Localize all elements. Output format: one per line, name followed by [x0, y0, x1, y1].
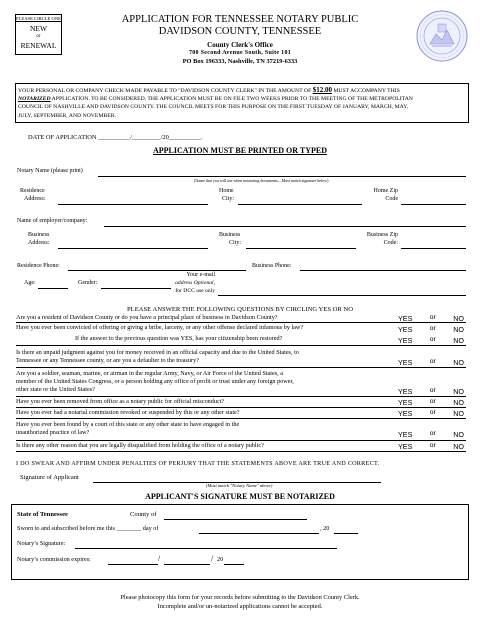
no-option[interactable]: NO: [453, 325, 464, 334]
yes-option[interactable]: YES: [398, 314, 413, 323]
footer-line-1: Please photocopy this form for your records before submitting to the Davidson County Clerk.: [120, 594, 360, 601]
age-label: Age:: [24, 280, 36, 286]
residence-phone-label: Residence Phone:: [17, 263, 60, 269]
home-city-label-2: City:: [222, 196, 235, 202]
signature-note: (Must match "Notary Name" above): [206, 483, 273, 488]
divider: [16, 367, 466, 368]
no-option[interactable]: NO: [453, 409, 464, 418]
notice-text: [18, 86, 468, 120]
yes-option[interactable]: YES: [398, 430, 413, 439]
divider: [16, 451, 466, 452]
gender-label: Gender:: [78, 280, 98, 286]
print-heading: APPLICATION MUST BE PRINTED OR TYPED: [152, 146, 328, 155]
county-seal-icon: [416, 10, 468, 62]
yes-option[interactable]: YES: [398, 358, 413, 367]
sworn-year-label: , 20: [320, 525, 330, 532]
employer-label: Name of employer/company:: [17, 218, 88, 224]
commission-year-line[interactable]: [224, 564, 244, 565]
or-label: or: [429, 314, 436, 321]
residence-label: Residence: [20, 188, 45, 194]
notary-box: [11, 504, 469, 580]
business-zip-label: Business Zip: [366, 232, 398, 238]
notary-name-label: Notary Name (please print): [17, 168, 83, 174]
yes-option[interactable]: YES: [398, 398, 413, 407]
email-label-3: for DCC use only: [175, 288, 215, 294]
no-option[interactable]: NO: [453, 314, 464, 323]
commission-year-label: 20: [217, 556, 224, 563]
or-label: or: [429, 430, 436, 437]
office-street: 700 Second Avenue South, Suite 101: [188, 50, 292, 56]
answer-9[interactable]: [398, 442, 464, 451]
notice-line4: JULY, SEPTEMBER, AND NOVEMBER.: [18, 112, 116, 119]
office-name: County Clerk's Office: [207, 41, 273, 49]
notice-line2: APPLICATION. TO BE CONSIDERED, THE APPLICATION MUST BE ON FILE TWO WEEKS PRIOR TO THE MEETING OF THE METROPOLITAN: [50, 96, 413, 103]
or-label: or: [429, 325, 436, 332]
question-6: Have you ever been removed from office as a notary public for official misconduct?: [16, 398, 225, 405]
home-zip-line[interactable]: [401, 204, 466, 205]
yes-option[interactable]: YES: [398, 325, 413, 334]
business-city-label-1: Business: [219, 232, 241, 238]
notary-signature-line[interactable]: [75, 548, 337, 549]
business-city-label-2: City:: [229, 240, 242, 246]
email-line[interactable]: [218, 295, 466, 296]
no-option[interactable]: NO: [453, 442, 464, 451]
no-option[interactable]: NO: [453, 336, 464, 345]
notary-signature-label: Notary’s Signature:: [17, 540, 66, 547]
question-8a: Have you ever been found by a court of this state or any other state to have engaged in the: [16, 421, 240, 428]
business-zip-code-label: Code:: [383, 240, 398, 246]
residence-address-label: Address:: [24, 196, 46, 202]
business-address-line[interactable]: [58, 248, 208, 249]
question-4b: Tennessee or any Tennessee county, or are you a defaulter to the treasury?: [16, 357, 199, 364]
answer-8[interactable]: [398, 430, 464, 439]
business-label: Business: [28, 232, 50, 238]
new-option[interactable]: NEW: [29, 24, 48, 33]
question-4a: Is there an unpaid judgment against you for money received in an official capacity and due to the United States, to: [16, 349, 299, 356]
date-separator: /: [158, 554, 161, 563]
notarized-heading: APPLICANT'S SIGNATURE MUST BE NOTARIZED: [145, 492, 335, 501]
or-label: or: [429, 336, 436, 343]
home-zip-code-label: Code: [385, 196, 398, 202]
answer-2[interactable]: [398, 325, 464, 334]
notarized-word: NOTARIZED: [18, 96, 51, 103]
commission-day-line[interactable]: [164, 564, 210, 565]
business-city-line[interactable]: [246, 248, 356, 249]
answer-5[interactable]: [398, 387, 464, 396]
circle-one-box: [15, 14, 62, 55]
or-label: or: [429, 398, 436, 405]
notice-box: [15, 83, 469, 123]
sworn-text: Sworn to and subscribed before me this ________ day of: [17, 525, 159, 532]
home-city-label-1: Home: [219, 188, 234, 194]
county-line[interactable]: [164, 519, 307, 520]
divider: [16, 407, 466, 408]
county-label: County of: [130, 511, 157, 518]
question-9: Is there any other reason that you are legally disqualified from holding the office of a notary public?: [16, 442, 264, 449]
or-label: or: [429, 409, 436, 416]
answer-3[interactable]: [398, 336, 464, 345]
signature-label: Signature of Applicant: [20, 474, 79, 481]
notice-part2: MUST ACCOMPANY THIS: [331, 88, 400, 94]
no-option[interactable]: NO: [453, 387, 464, 396]
email-label-2: address Optional,: [175, 280, 215, 286]
commission-month-line[interactable]: [108, 564, 158, 565]
divider: [16, 396, 466, 397]
employer-line[interactable]: [104, 226, 466, 227]
no-option[interactable]: NO: [453, 358, 464, 367]
notice-line3: COUNCIL OF NASHVILLE AND DAVIDSON COUNTY. THE COUNCIL MEETS FOR THIS PURPOSE ON THE FIRST TUESDAY OF JANUARY, MARCH, MAY,: [18, 104, 409, 111]
home-city-line[interactable]: [238, 204, 362, 205]
footer-line-2: Incomplete and/or un-notarized applications cannot be accepted.: [157, 603, 323, 610]
notice-part1: YOUR PERSONAL OR COMPANY CHECK MADE PAYABLE TO "DAVIDSON COUNTY CLERK" IN THE AMOUNT OF: [18, 88, 313, 94]
email-label-1: Your e-mail: [186, 272, 215, 278]
age-line[interactable]: [38, 288, 68, 289]
question-5a: Are you a soldier, seaman, marine, or airman in the regular Army, Navy, or Air Force of the United States, a: [16, 370, 283, 377]
answer-4[interactable]: [398, 358, 464, 367]
question-7: Have you ever had a notarial commission revoked or suspended by this or any other state?: [16, 409, 240, 416]
form-title: APPLICATION FOR TENNESSEE NOTARY PUBLIC: [121, 14, 359, 25]
business-phone-label: Business Phone:: [252, 263, 292, 269]
renewal-option[interactable]: RENEWAL: [20, 41, 57, 50]
question-8b: unauthorized practice of law?: [16, 429, 90, 436]
sworn-month-line[interactable]: [199, 533, 319, 534]
office-po-box: PO Box 196333, Nashville, TN 37219-6333: [182, 58, 298, 65]
home-zip-label: Home Zip: [373, 188, 398, 194]
no-option[interactable]: NO: [453, 398, 464, 407]
yes-option[interactable]: YES: [398, 409, 413, 418]
yes-option[interactable]: YES: [398, 336, 413, 345]
residence-address-line[interactable]: [58, 204, 208, 205]
question-3: If the answer to the previous question was YES, has your citizenship been restored?: [75, 335, 283, 342]
state-label: State of Tennessee: [17, 511, 68, 518]
divider: [16, 345, 466, 346]
no-option[interactable]: NO: [453, 430, 464, 439]
commission-expires-label: Notary’s commission expires:: [17, 556, 91, 563]
question-5c: other state or the United States?: [16, 386, 95, 393]
circle-one-label: PLEASE CIRCLE ONE: [16, 16, 61, 21]
divider: [16, 418, 466, 419]
notary-name-note: (Name that you will use when notarizing documents—Must match signature below): [194, 178, 329, 183]
or-label: or: [36, 34, 41, 39]
business-address-label: Address:: [28, 240, 50, 246]
or-label: or: [429, 387, 436, 394]
answer-1[interactable]: [398, 314, 464, 323]
oath-statement: I DO SWEAR AND AFFIRM UNDER PENALTIES OF PERJURY THAT THE STATEMENTS ABOVE ARE TRUE AND CORRECT.: [16, 460, 380, 467]
yes-option[interactable]: YES: [398, 387, 413, 396]
or-label: or: [429, 442, 436, 449]
or-label: or: [429, 358, 436, 365]
questions-heading: PLEASE ANSWER THE FOLLOWING QUESTIONS BY CIRCLING YES OR NO: [127, 306, 353, 313]
question-1: Are you a resident of Davidson County or do you have a principal place of business in Davidson County?: [16, 314, 278, 321]
date-of-application-field[interactable]: DATE OF APPLICATION __________/_________/20__________.: [28, 134, 203, 141]
notary-name-line[interactable]: [98, 176, 466, 177]
yes-option[interactable]: YES: [398, 442, 413, 451]
fee-amount: $12.00: [312, 86, 332, 94]
business-zip-line[interactable]: [401, 248, 466, 249]
answer-6[interactable]: [398, 398, 464, 407]
residence-phone-line[interactable]: [68, 270, 246, 271]
form-subtitle: DAVIDSON COUNTY, TENNESSEE: [158, 26, 322, 37]
business-phone-line[interactable]: [300, 270, 466, 271]
divider: [16, 440, 466, 441]
question-5b: member of the United States Congress, or a person holding any office of profit or trust under any foreign power,: [16, 378, 294, 385]
answer-7[interactable]: [398, 409, 464, 418]
sworn-year-line[interactable]: [334, 533, 358, 534]
question-2: Have you ever been convicted of offering or giving a bribe, larceny, or any other offense declared infamous by law?: [16, 324, 304, 331]
date-separator: /: [211, 554, 214, 563]
